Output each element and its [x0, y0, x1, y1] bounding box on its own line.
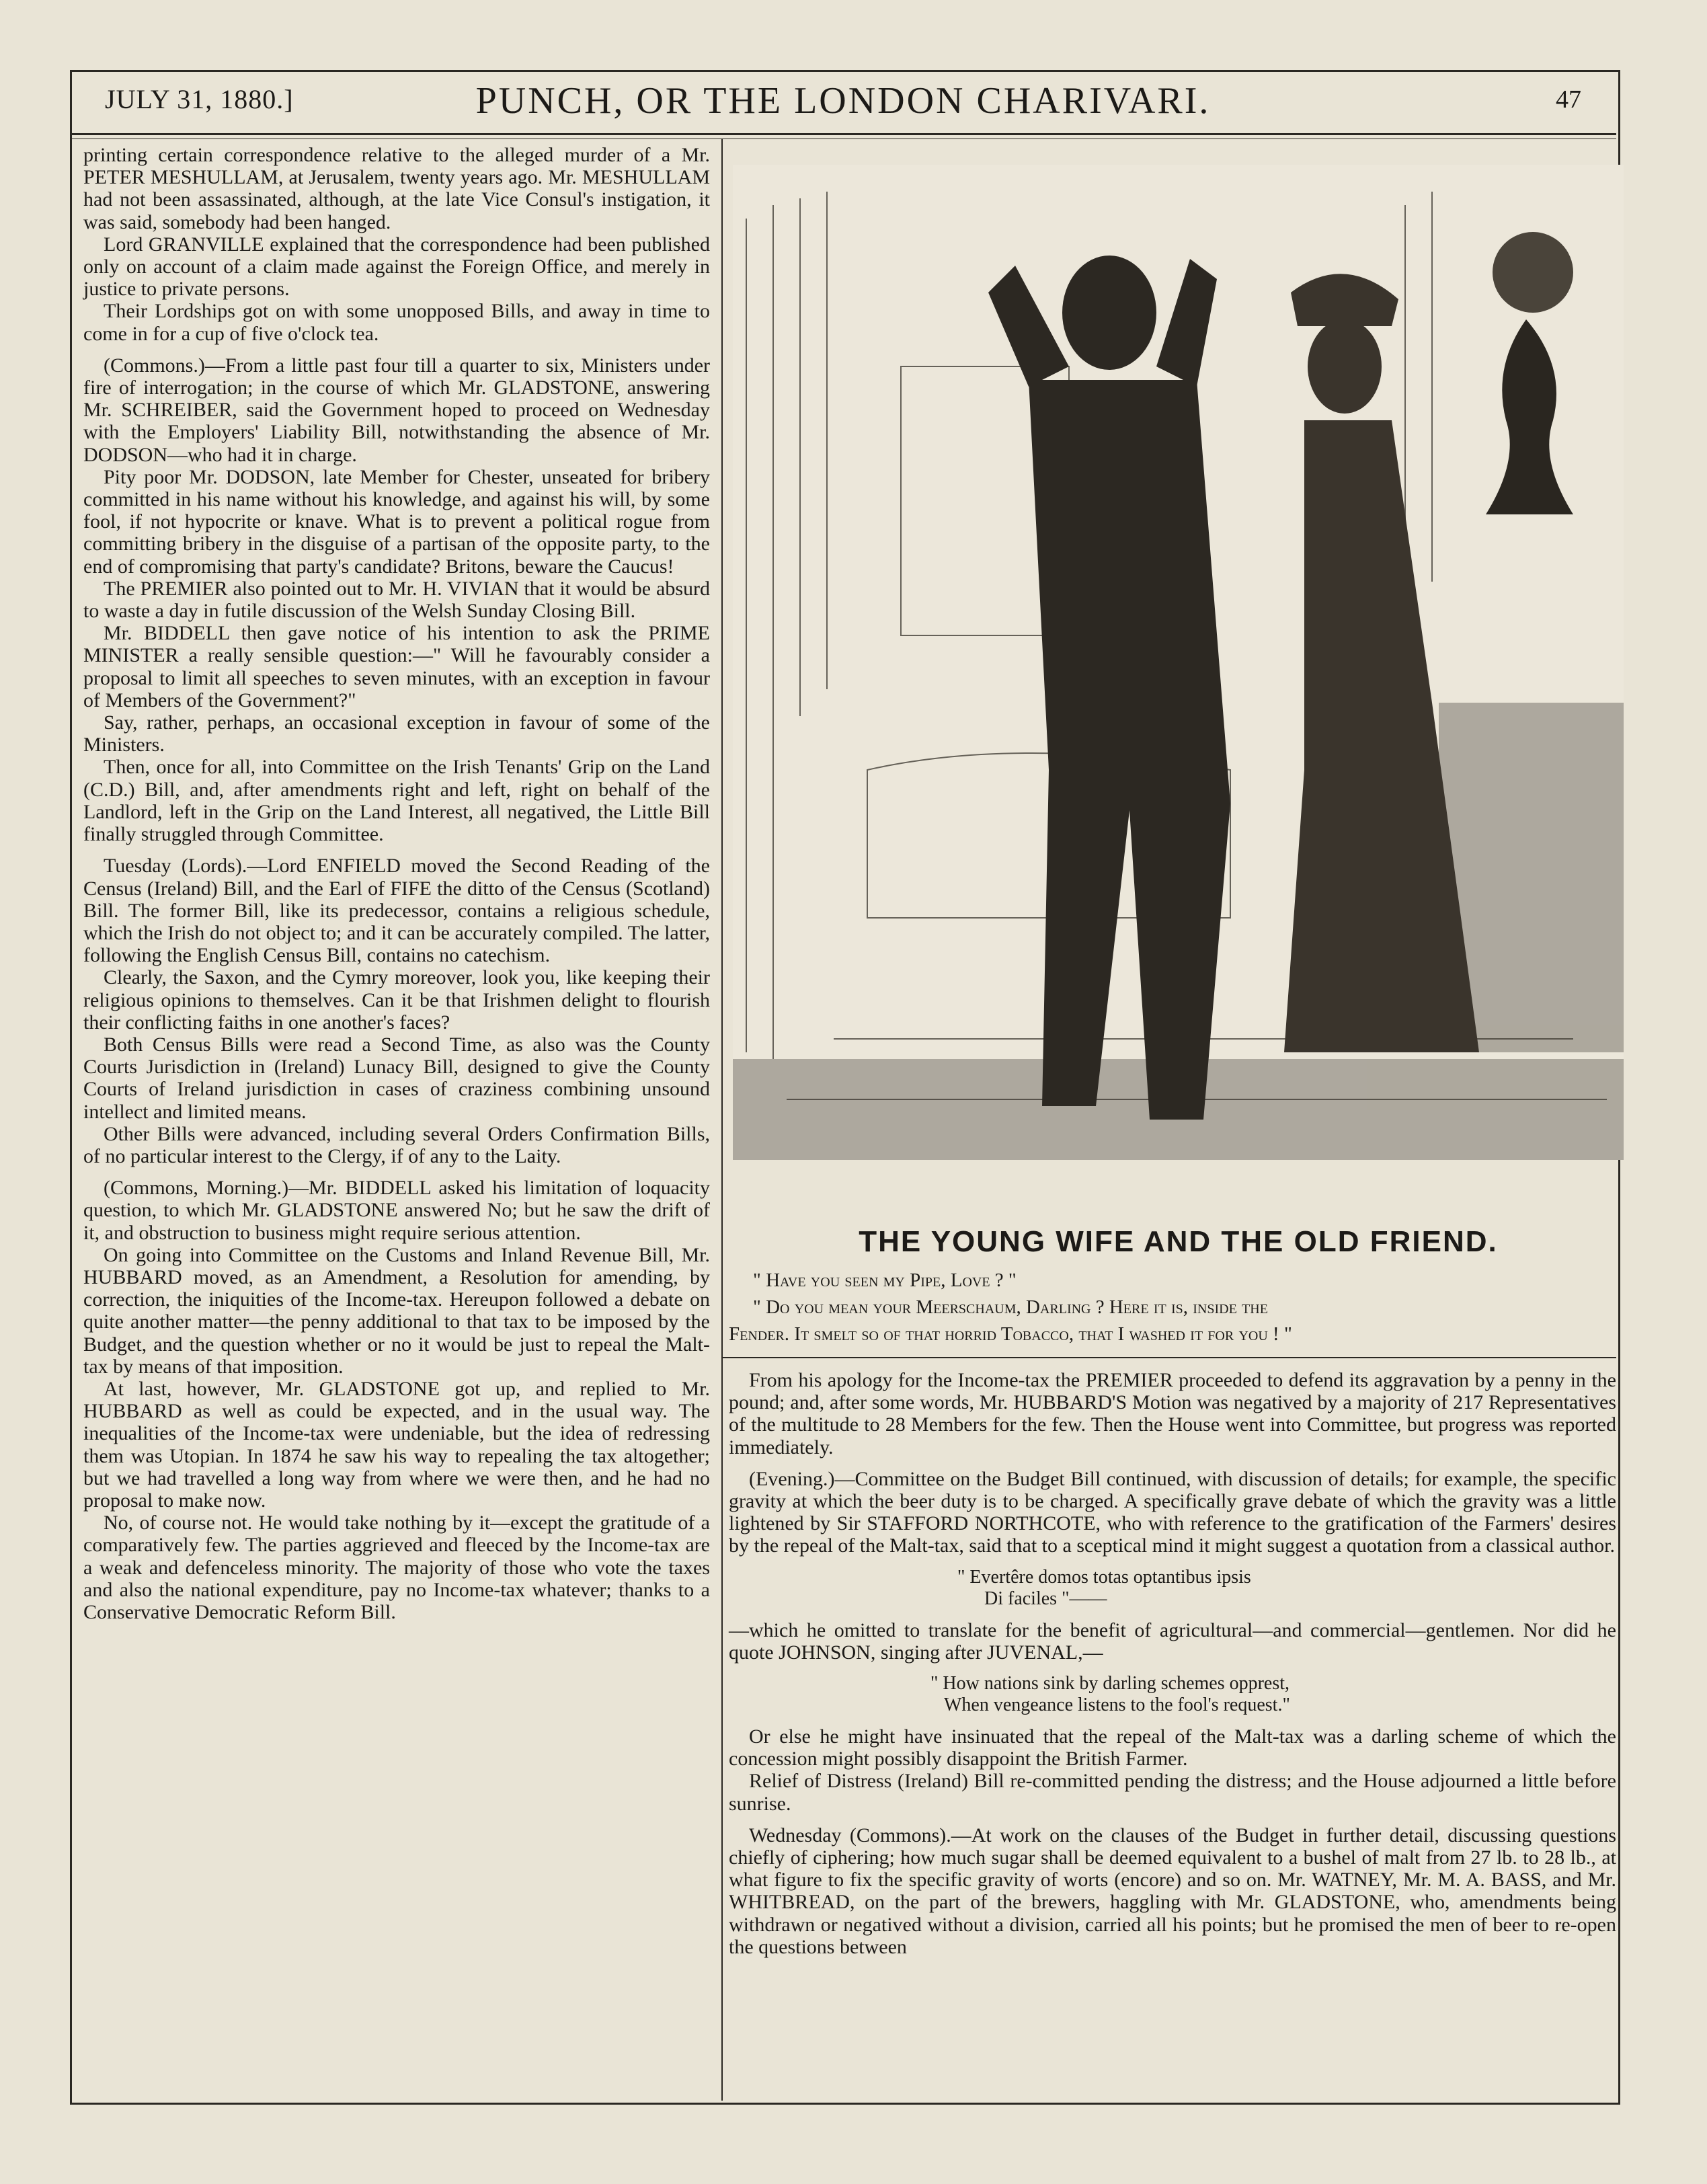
paragraph: The PREMIER also pointed out to Mr. H. VIVIAN that it would be absurd to waste a day in futile discussion of the Welsh Sunday Closing Bill.	[83, 577, 710, 623]
paragraph: Relief of Distress (Ireland) Bill re-committed pending the distress; and the House adjourned a little before sunrise.	[729, 1770, 1616, 1815]
column-divider	[721, 139, 723, 2101]
paragraph: Or else he might have insinuated that the repeal of the Malt-tax was a darling scheme of which the concession might possibly disappoint the British Farmer.	[729, 1725, 1616, 1770]
header-rule	[70, 133, 1616, 135]
right-column	[729, 1369, 1616, 1958]
masthead	[70, 79, 1616, 130]
issue-date: JULY 31, 1880.]	[105, 84, 294, 114]
illustration-caption	[729, 1267, 1619, 1348]
paragraph: From his apology for the Income-tax the PREMIER proceeded to defend its aggravation by a penny in the pound; and, after some words, Mr. HUBBARD'S Motion was negatived by a majority of 217 Representatives of the multitude to 28 Members for the few. Then the House went into Committee, but progress was reported immediately.	[729, 1369, 1616, 1458]
latin-quote: Di faciles "——	[984, 1588, 1107, 1609]
paragraph: Mr. BIDDELL then gave notice of his intention to ask the PRIME MINISTER a really sensible question:—" Will he favourably consider a proposal to limit all speeches to seven minutes, with an exception in favour of Members of the Government?"	[83, 622, 710, 711]
paragraph: (Evening.)—Committee on the Budget Bill continued, with discussion of details; for example, the specific gravity at which the beer duty is to be charged. A specifically grave debate of which the gravity was a little lightened by Sir STAFFORD NORTHCOTE, who with reference to the gratification of the Farmers' desires by the repeal of the Malt-tax, said that to a sceptical mind it might suggest a quotation from a classical author.	[729, 1467, 1616, 1557]
illustration-title: THE YOUNG WIFE AND THE OLD FRIEND.	[859, 1225, 1498, 1258]
paragraph: On going into Committee on the Customs and Inland Revenue Bill, Mr. HUBBARD moved, as an Amendment, a Resolution for amending, by correction, the iniquities of the Income-tax. Hereupon followed a debate on quite another matter—the penny additional to that tax to be imposed by the Budget, and the question whether or no it would be just to repeal the Malt-tax by means of that imposition.	[83, 1243, 710, 1378]
paragraph: Both Census Bills were read a Second Time, as also was the County Courts Jurisdiction in (Ireland) Lunacy Bill, designed to give the County Courts of Ireland jurisdiction in cases of craziness combining unsound intellect and limited means.	[83, 1033, 710, 1123]
caption-line: " Have you seen my Pipe, Love ? "	[753, 1270, 1017, 1291]
paragraph: Wednesday (Commons).—At work on the clauses of the Budget in further detail, discussing questions chiefly of ciphering; how much sugar shall be deemed equivalent to a bushel of malt from 27 lb. to 28 lb., at what figure to fix the specific gravity of worts (encore) and so on. Mr. WATNEY, Mr. M. A. BASS, and Mr. WHITBREAD, on the part of the brewers, haggling with Mr. GLADSTONE, who, amendments being withdrawn or negatived without a division, carried all his points; but he promised the men of beer to re-open the questions between	[729, 1824, 1616, 1958]
paragraph: printing certain correspondence relative to the alleged murder of a Mr. PETER MESHULLAM, at Jerusalem, twenty years ago. Mr. MESHULLAM had not been assassinated, although, at the late Vice Consul's instigation, it was said, somebody had been hanged.	[83, 144, 710, 233]
paragraph: Lord GRANVILLE explained that the correspondence had been published only on account of a claim made against the Foreign Office, and merely in justice to private persons.	[83, 233, 710, 301]
verse-quote: " How nations sink by darling schemes opprest,	[930, 1673, 1290, 1694]
paragraph: (Commons.)—From a little past four till a quarter to six, Ministers under fire of interrogation; in the course of which Mr. GLADSTONE, answering Mr. SCHREIBER, said the Government hoped to proceed on Wednesday with the Employers' Liability Bill, notwithstanding the absence of Mr. DODSON—who had it in charge.	[83, 354, 710, 466]
paragraph: Clearly, the Saxon, and the Cymry moreover, look you, like keeping their religious opinions to themselves. Can it be that Irishmen delight to flourish their conflicting faiths in one another's faces?	[83, 966, 710, 1034]
paragraph: Tuesday (Lords).—Lord ENFIELD moved the Second Reading of the Census (Ireland) Bill, and the Earl of FIFE the ditto of the Census (Scotland) Bill. The former Bill, like its predecessor, contains a religious schedule, which the Irish do not object to; and it can be accurately compiled. The latter, following the English Census Bill, contains no catechism.	[83, 855, 710, 967]
paragraph: Other Bills were advanced, including several Orders Confirmation Bills, of no particular interest to the Clergy, if of any to the Laity.	[83, 1122, 710, 1167]
illustration-divider	[723, 1357, 1616, 1358]
publication-title: PUNCH, OR THE LONDON CHARIVARI.	[475, 80, 1211, 122]
engraving-illustration	[733, 165, 1624, 1160]
paragraph: Pity poor Mr. DODSON, late Member for Chester, unseated for bribery committed in his name without his knowledge, and against his will, by some fool, if not hypocrite or knave. What is to prevent a political rogue from committing bribery in the disguise of a partisan of the opposite party, to the end of compromising that party's candidate? Britons, beware the Caucus!	[83, 465, 710, 578]
paragraph: (Commons, Morning.)—Mr. BIDDELL asked his limitation of loquacity question, to which Mr. GLADSTONE answered No; but he saw the drift of it, and obstruction to business might require serious attention.	[83, 1177, 710, 1244]
caption-line: " Do you mean your Meerschaum, Darling ? Here it is, inside the	[753, 1296, 1268, 1318]
verse-quote: When vengeance listens to the fool's request."	[944, 1694, 1290, 1716]
left-column	[83, 144, 710, 1623]
paragraph: —which he omitted to translate for the benefit of agricultural—and commercial—gentlemen. Nor did he quote JOHNSON, singing after JUVENAL,—	[729, 1618, 1616, 1664]
paragraph: Their Lordships got on with some unopposed Bills, and away in time to come in for a cup of five o'clock tea.	[83, 300, 710, 345]
page-number: 47	[1556, 85, 1581, 114]
latin-quote: " Evertêre domos totas optantibus ipsis	[957, 1566, 1251, 1588]
caption-line: Fender. It smelt so of that horrid Tobacco, that I washed it for you ! "	[729, 1323, 1292, 1345]
paragraph: Say, rather, perhaps, an occasional exception in favour of some of the Ministers.	[83, 711, 710, 756]
paragraph: No, of course not. He would take nothing by it—except the gratitude of a comparatively few. The parties aggrieved and fleeced by the Income-tax are a weak and defenceless minority. The majority of those who vote the taxes and also the national expenditure, pay no Income-tax whatever; thanks to a Conservative Democratic Reform Bill.	[83, 1512, 710, 1623]
paragraph: Then, once for all, into Committee on the Irish Tenants' Grip on the Land (C.D.) Bill, and, after amendments right and left, right on behalf of the Landlord, left in the Grip on the Land Interest, all negatived, the Little Bill finally struggled through Committee.	[83, 756, 710, 846]
paragraph: At last, however, Mr. GLADSTONE got up, and replied to Mr. HUBBARD as well as could be expected, and in the usual way. The inequalities of the Income-tax were undeniable, but the idea of redressing them was Utopian. In 1874 he saw his way to repealing the tax altogether; but we had travelled a long way from where we were then, and he had no proposal to make now.	[83, 1377, 710, 1512]
